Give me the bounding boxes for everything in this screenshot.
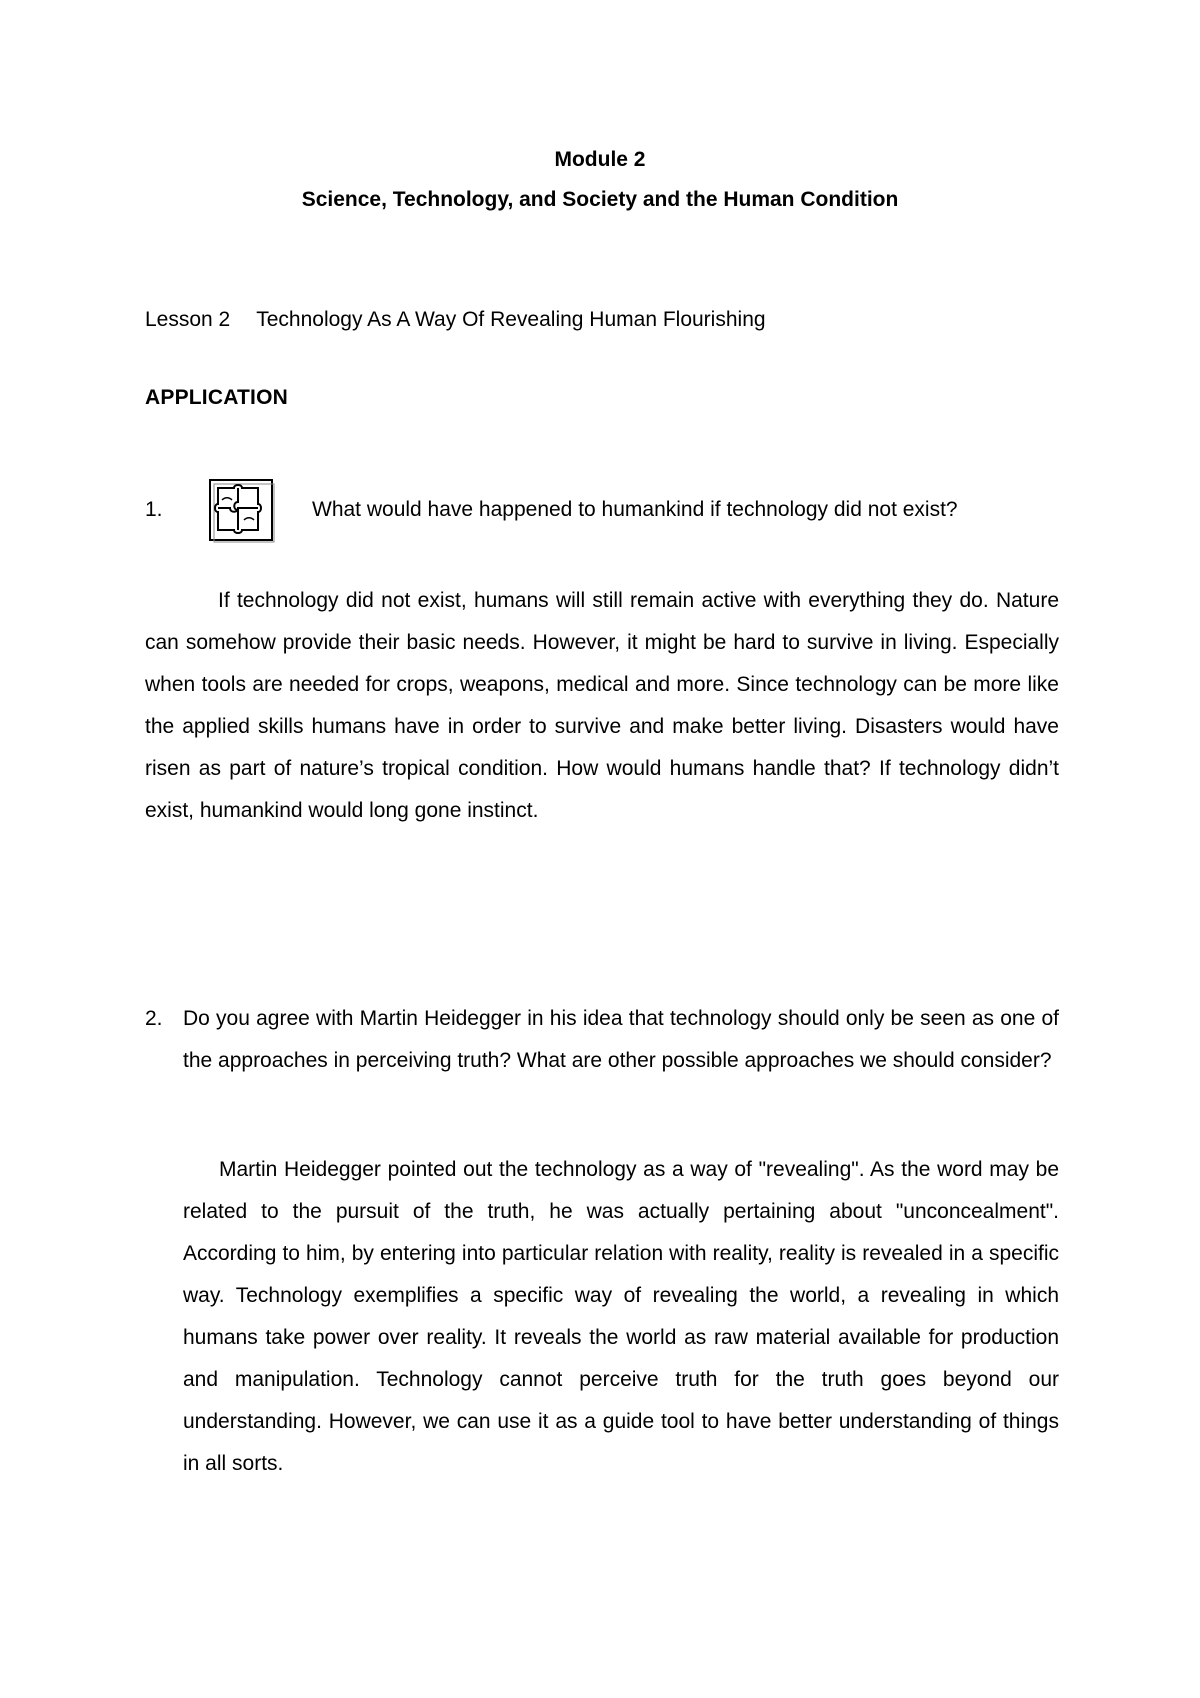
question-2-number: 2.	[145, 1007, 163, 1030]
module-subtitle: Science, Technology, and Society and the Human Condition	[301, 188, 899, 211]
question-1-number: 1.	[145, 498, 163, 521]
lesson-number: Lesson 2	[145, 308, 231, 331]
question-1-answer: If technology did not exist, humans will still remain active with everything they do. Nature can somehow provide their basic needs. However, it might be hard to survive in living. Especially when tools are needed for crops, weapons, medical and more. Since technology can be more like the applied skills humans have in order to survive and make better living. Disasters would have risen as part of nature’s tropical condition. How would humans handle that? If technology didn’t exist, humankind would long gone instinct.	[145, 589, 1059, 822]
lesson-line	[145, 306, 766, 334]
question-2-answer: Martin Heidegger pointed out the technology as a way of "revealing". As the word may be related to the pursuit of the truth, he was actually pertaining about "unconcealment". According to him, by entering into particular relation with reality, reality is revealed in a specific way. Technology exemplifies a specific way of revealing the world, a revealing in which humans take power over reality. It reveals the world as raw material available for production and manipulation. Technology cannot perceive truth for the truth goes beyond our understanding. However, we can use it as a guide tool to have better understanding of things in all sorts.	[183, 1158, 1059, 1475]
module-title: Module 2	[554, 148, 646, 171]
question-2-prompt: Do you agree with Martin Heidegger in his idea that technology should only be seen as one of the approaches in perceiving truth? What are other possible approaches we should consider?	[183, 1007, 1059, 1072]
lesson-title: Technology As A Way Of Revealing Human Flourishing	[256, 308, 766, 331]
question-1-prompt: What would have happened to humankind if technology did not exist?	[312, 498, 958, 521]
section-heading: APPLICATION	[145, 386, 288, 409]
puzzle-icon	[208, 478, 276, 544]
